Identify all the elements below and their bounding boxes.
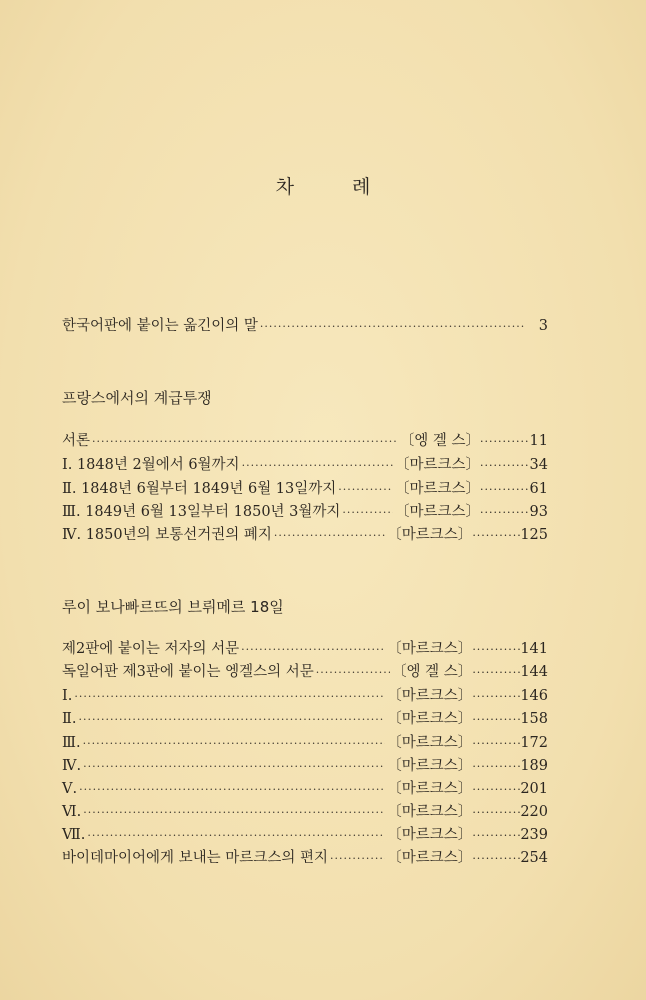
entry-author: 〔엥 겔 스〕 [392, 664, 473, 680]
leader-dots [83, 760, 385, 773]
entry-page: 239 [520, 827, 548, 843]
toc-entry[interactable] [62, 777, 548, 799]
entry-label: 바이데마이어에게 보내는 마르크스의 편지 [62, 850, 328, 866]
leader-dots [274, 529, 385, 542]
leader-dots [87, 829, 385, 842]
entry-label: 서론 [62, 433, 91, 449]
entry-page: 125 [520, 527, 548, 543]
entry-label: Ⅰ. 1848년 2월에서 6월까지 [62, 457, 240, 473]
leader-dots [472, 806, 520, 819]
toc-entry[interactable] [62, 453, 548, 475]
entry-label: Ⅲ. 1849년 6월 13일부터 1850년 3월까지 [62, 504, 341, 520]
toc-entry[interactable] [62, 429, 548, 451]
entry-author: 〔마르크스〕 [387, 758, 473, 774]
leader-dots [338, 483, 393, 496]
entry-author: 〔엥 겔 스〕 [399, 433, 480, 449]
entry-page: 61 [529, 481, 548, 497]
leader-dots [480, 435, 528, 448]
entry-author: 〔마르크스〕 [387, 711, 473, 727]
toc-entry[interactable] [62, 800, 548, 822]
section-heading: 루이 보나빠르뜨의 브뤼메르 18일 [62, 598, 284, 616]
toc-entry[interactable] [62, 477, 548, 499]
entry-page: 93 [529, 504, 548, 520]
leader-dots [83, 806, 385, 819]
entry-label: Ⅶ. [62, 827, 86, 843]
leader-dots [472, 760, 520, 773]
entry-page: 220 [520, 804, 548, 820]
leader-dots [241, 643, 385, 656]
toc-entry[interactable] [62, 500, 548, 522]
entry-label: Ⅱ. [62, 711, 77, 727]
leader-dots [242, 459, 393, 472]
toc-entry[interactable] [62, 660, 548, 682]
entry-author: 〔마르크스〕 [394, 504, 480, 520]
entry-page: 34 [529, 457, 548, 473]
entry-label: Ⅰ. [62, 688, 73, 704]
leader-dots [316, 666, 390, 679]
entry-label: Ⅵ. [62, 804, 82, 820]
leader-dots [472, 737, 520, 750]
leader-dots [472, 643, 520, 656]
entry-author: 〔마르크스〕 [387, 735, 473, 751]
toc-entry[interactable] [62, 707, 548, 729]
leader-dots [480, 459, 528, 472]
entry-label: 독일어판 제3판에 붙이는 엥겔스의 서문 [62, 664, 314, 680]
entry-label: Ⅴ. [62, 781, 78, 797]
page-title: 차 례 [275, 176, 397, 198]
entry-author: 〔마르크스〕 [387, 804, 473, 820]
leader-dots [79, 783, 385, 796]
toc-entry-intro[interactable] [62, 314, 548, 336]
entry-label: Ⅳ. [62, 758, 82, 774]
entry-author: 〔마르크스〕 [387, 527, 473, 543]
toc-entry[interactable] [62, 754, 548, 776]
section-heading: 프랑스에서의 계급투쟁 [62, 389, 212, 407]
entry-label: Ⅳ. 1850년의 보통선거권의 폐지 [62, 527, 272, 543]
entry-author: 〔마르크스〕 [394, 457, 480, 473]
entry-page: 146 [520, 688, 548, 704]
leader-dots [260, 320, 526, 333]
entry-author: 〔마르크스〕 [387, 850, 473, 866]
leader-dots [92, 435, 398, 448]
leader-dots [330, 852, 385, 865]
entry-author: 〔마르크스〕 [394, 481, 480, 497]
entry-page: 172 [520, 735, 548, 751]
toc-entry[interactable] [62, 684, 548, 706]
leader-dots [472, 713, 520, 726]
leader-dots [472, 690, 520, 703]
entry-label: Ⅱ. 1848년 6월부터 1849년 6월 13일까지 [62, 481, 337, 497]
leader-dots [472, 829, 520, 842]
leader-dots [83, 737, 386, 750]
entry-page: 11 [529, 433, 548, 449]
leader-dots [78, 713, 385, 726]
entry-page: 144 [520, 664, 548, 680]
toc-entry[interactable] [62, 523, 548, 545]
entry-author: 〔마르크스〕 [387, 781, 473, 797]
leader-dots [472, 783, 520, 796]
entry-label: 제2판에 붙이는 저자의 서문 [62, 641, 240, 657]
leader-dots [472, 529, 520, 542]
entry-author: 〔마르크스〕 [387, 827, 473, 843]
leader-dots [342, 506, 393, 519]
leader-dots [74, 690, 385, 703]
toc-entry[interactable] [62, 637, 548, 659]
toc-entry[interactable] [62, 731, 548, 753]
toc-entry[interactable] [62, 823, 548, 845]
entry-page: 3 [538, 318, 548, 334]
entry-label: Ⅲ. [62, 735, 81, 751]
leader-dots [472, 852, 520, 865]
entry-author: 〔마르크스〕 [387, 688, 473, 704]
entry-label: 한국어판에 붙이는 옮긴이의 말 [62, 318, 258, 334]
leader-dots [480, 483, 528, 496]
entry-page: 254 [520, 850, 548, 866]
entry-author: 〔마르크스〕 [387, 641, 473, 657]
leader-dots [480, 506, 528, 519]
entry-page: 158 [520, 711, 548, 727]
leader-dots [472, 666, 520, 679]
entry-page: 201 [520, 781, 548, 797]
toc-entry[interactable] [62, 846, 548, 868]
entry-page: 141 [520, 641, 548, 657]
entry-page: 189 [520, 758, 548, 774]
